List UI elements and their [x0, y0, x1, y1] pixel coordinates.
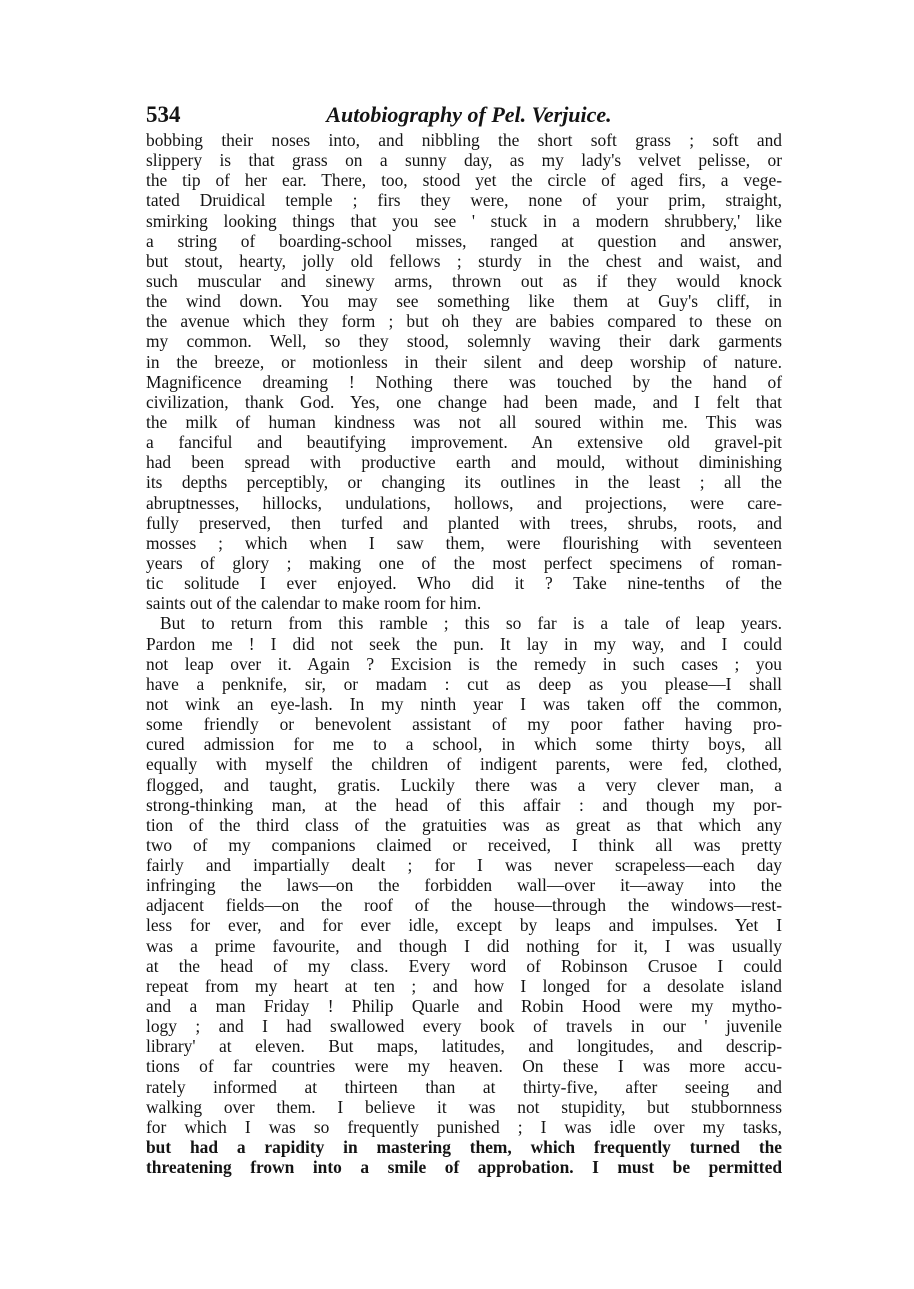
- text-line: but stout, hearty, jolly old fellows ; sturdy in the chest and waist, and: [146, 250, 782, 271]
- text-line: had been spread with productive earth and mould, without diminishing: [146, 452, 782, 473]
- text-line: logy ; and I had swallowed every book of travels in our ' juvenile: [146, 1016, 782, 1037]
- text-line: tion of the third class of the gratuities was as great as that which any: [146, 814, 782, 835]
- page-number: 534: [146, 102, 181, 127]
- text-line: rately informed at thirteen than at thirty-five, after seeing and: [146, 1076, 782, 1097]
- text-line: the milk of human kindness was not all soured within me. This was: [146, 411, 782, 432]
- text-line: the wind down. You may see something like them at Guy's cliff, in: [146, 291, 782, 312]
- text-line: have a penknife, sir, or madam : cut as deep as you please—I shall: [146, 673, 782, 694]
- text-line: and a man Friday ! Philip Quarle and Robin Hood were my mytho-: [146, 996, 782, 1017]
- text-line: was a prime favourite, and though I did nothing for it, I was usually: [146, 935, 782, 956]
- text-line: tic solitude I ever enjoyed. Who did it ? Take nine-tenths of the: [146, 573, 782, 594]
- text-line: two of my companions claimed or received, I think all was pretty: [146, 834, 782, 855]
- text-line: years of glory ; making one of the most perfect specimens of roman-: [146, 552, 782, 573]
- text-line: flogged, and taught, gratis. Luckily there was a very clever man, a: [146, 774, 782, 795]
- text-line: walking over them. I believe it was not stupidity, but stubbornness: [146, 1096, 782, 1117]
- text-line: some friendly or benevolent assistant of my poor father having pro-: [146, 714, 782, 735]
- text-line: infringing the laws—on the forbidden wall—over it—away into the: [146, 875, 782, 896]
- text-line: cured admission for me to a school, in which some thirty boys, all: [146, 734, 782, 755]
- text-line: library' at eleven. But maps, latitudes, and longitudes, and descrip-: [146, 1036, 782, 1057]
- text-line: my common. Well, so they stood, solemnly waving their dark garments: [146, 331, 782, 352]
- text-line: less for ever, and for ever idle, except by leaps and impulses. Yet I: [146, 915, 782, 936]
- text-line: tions of far countries were my heaven. On these I was more accu-: [146, 1056, 782, 1077]
- text-line: but had a rapidity in mastering them, which frequently turned the: [146, 1137, 782, 1158]
- text-line: the avenue which they form ; but oh they are babies compared to these on: [146, 311, 782, 332]
- text-line: smirking looking things that you see ' stuck in a modern shrubbery,' like: [146, 210, 782, 231]
- text-line: adjacent fields—on the roof of the house—through the windows—rest-: [146, 895, 782, 916]
- text-line: fairly and impartially dealt ; for I was never scrapeless—each day: [146, 855, 782, 876]
- running-title: Autobiography of Pel. Verjuice.: [326, 102, 612, 127]
- paragraph: [146, 130, 782, 613]
- text-line: equally with myself the children of indigent parents, were fed, clothed,: [146, 754, 782, 775]
- text-line: for which I was so frequently punished ; I was idle over my tasks,: [146, 1116, 782, 1137]
- text-line: But to return from this ramble ; this so far is a tale of leap years.: [160, 613, 782, 634]
- text-line: not leap over it. Again ? Excision is the remedy in such cases ; you: [146, 653, 782, 674]
- page-header: [146, 100, 782, 134]
- text-line: threatening frown into a smile of approbation. I must be permitted: [146, 1157, 782, 1178]
- text-line: mosses ; which when I saw them, were flourishing with seventeen: [146, 532, 782, 553]
- body-text: [146, 130, 782, 1177]
- text-line: Magnificence dreaming ! Nothing there was touched by the hand of: [146, 371, 782, 392]
- text-line: such muscular and sinewy arms, thrown out as if they would knock: [146, 270, 782, 291]
- text-line: abruptnesses, hillocks, undulations, hollows, and projections, were care-: [146, 492, 782, 513]
- text-line: bobbing their noses into, and nibbling the short soft grass ; soft and: [146, 130, 782, 150]
- paragraph: [146, 613, 782, 1177]
- text-line: civilization, thank God. Yes, one change had been made, and I felt that: [146, 391, 782, 412]
- text-line: a fanciful and beautifying improvement. An extensive old gravel-pit: [146, 432, 782, 453]
- text-line: fully preserved, then turfed and planted with trees, shrubs, roots, and: [146, 512, 782, 533]
- text-line: a string of boarding-school misses, ranged at question and answer,: [146, 230, 782, 251]
- text-line: strong-thinking man, at the head of this affair : and though my por-: [146, 794, 782, 815]
- text-line: in the breeze, or motionless in their silent and deep worship of nature.: [146, 351, 782, 372]
- text-line: tated Druidical temple ; firs they were, none of your prim, straight,: [146, 190, 782, 211]
- text-line: at the head of my class. Every word of Robinson Crusoe I could: [146, 955, 782, 976]
- text-line: slippery is that grass on a sunny day, as my lady's velvet pelisse, or: [146, 150, 782, 171]
- text-line: Pardon me ! I did not seek the pun. It lay in my way, and I could: [146, 633, 782, 654]
- text-line: repeat from my heart at ten ; and how I longed for a desolate island: [146, 975, 782, 996]
- text-line: not wink an eye-lash. In my ninth year I was taken off the common,: [146, 693, 782, 714]
- text-line: its depths perceptibly, or changing its outlines in the least ; all the: [146, 472, 782, 493]
- text-line: the tip of her ear. There, too, stood yet the circle of aged firs, a vege-: [146, 170, 782, 191]
- text-line: saints out of the calendar to make room for him.: [146, 593, 482, 614]
